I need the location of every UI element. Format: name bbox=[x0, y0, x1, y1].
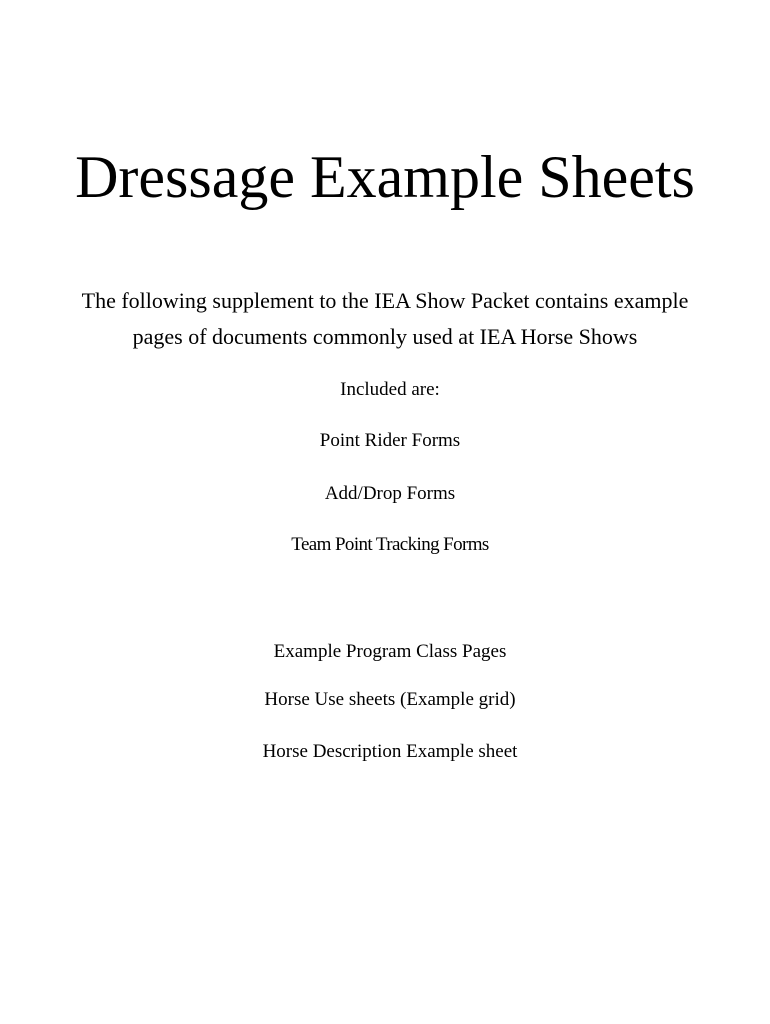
included-heading: Included are: bbox=[340, 379, 440, 400]
included-item-horse-description-sheet: Horse Description Example sheet bbox=[262, 741, 518, 762]
included-item-point-rider-forms: Point Rider Forms bbox=[319, 430, 461, 451]
intro-line-2: pages of documents commonly used at IEA Horse Shows bbox=[132, 324, 638, 349]
intro-line-1: The following supplement to the IEA Show Packet contains example bbox=[81, 288, 689, 313]
included-item-team-point-tracking-forms: Team Point Tracking Forms bbox=[291, 534, 489, 555]
document-title: Dressage Example Sheets bbox=[75, 144, 695, 210]
included-item-horse-use-sheets: Horse Use sheets (Example grid) bbox=[264, 689, 516, 710]
included-item-example-program-class-pages: Example Program Class Pages bbox=[273, 641, 507, 662]
included-item-add-drop-forms: Add/Drop Forms bbox=[324, 483, 456, 504]
